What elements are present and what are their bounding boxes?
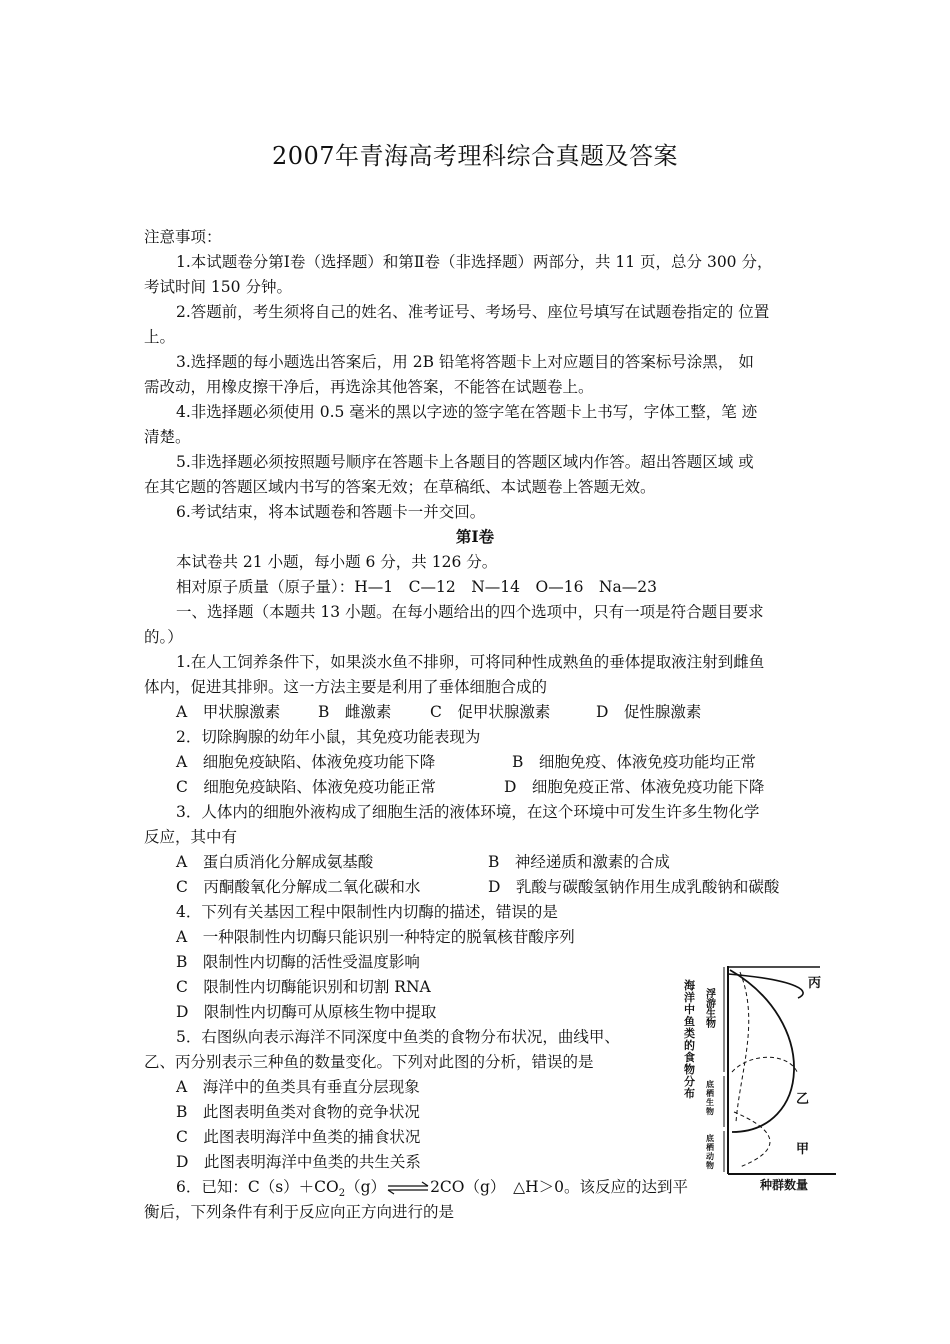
q6-subscript: 2 [338,1188,346,1200]
notice-item-5-line-1: 5.非选择题必须按照题号顺序在答题卡上各题目的答题区域内作答。超出答题区域 或 [176,453,754,471]
notice-item-2-line-1: 2.答题前，考生须将自己的姓名、准考证号、考场号、座位号填写在试题卷指定的 位置 [176,303,770,321]
section-intro-1: 本试卷共 21 小题，每小题 6 分，共 126 分。 [176,553,498,571]
q6-stem-part-c: 2CO（g） △H＞0。该反应的达到平 [430,1178,688,1196]
curve-label-bing: 丙 [808,976,822,991]
page-title: 2007年青海高考理科综合真题及答案 [271,142,679,170]
q4-option-c: C 限制性内切酶能识别和切割 RNA [176,978,431,996]
q3-stem-line-2: 反应，其中有 [144,828,238,846]
q1-option-b: B 雌激素 [318,703,392,721]
notice-item-2-line-2: 上。 [144,328,176,346]
q3-option-c: C 丙酮酸氧化分解成二氧化碳和水 [176,878,421,896]
notice-item-3-line-2: 需改动，用橡皮擦干净后，再选涂其他答案，不能答在试题卷上。 [144,378,594,396]
q1-stem-line-2: 体内，促进其排卵。这一方法主要是利用了垂体细胞合成的 [144,678,548,696]
q5-stem-line-1: 5．右图纵向表示海洋不同深度中鱼类的食物分布状况，曲线甲、 [176,1028,620,1046]
q2-stem: 2．切除胸腺的幼年小鼠，其免疫功能表现为 [176,728,481,746]
q6-stem-line-1 [176,1178,688,1203]
q2-option-d: D 细胞免疫正常、体液免疫功能下降 [504,778,765,796]
q4-option-b: B 限制性内切酶的活性受温度影响 [176,953,420,971]
notice-item-4-line-2: 清楚。 [144,428,191,446]
q2-option-c: C 细胞免疫缺陷、体液免疫功能正常 [176,778,436,796]
notice-item-5-line-2: 在其它题的答题区域内书写的答案无效；在草稿纸、本试题卷上答题无效。 [144,478,656,496]
curve-label-jia: 甲 [796,1142,810,1157]
notice-heading: 注意事项： [144,228,222,246]
q6-stem-line-2: 衡后，下列条件有利于反应向正方向进行的是 [144,1203,455,1221]
curve-dashed-2 [732,1057,798,1074]
q4-option-a: A 一种限制性内切酶只能识别一种特定的脱氧核苷酸序列 [176,928,575,946]
notice-item-6: 6.考试结束，将本试题卷和答题卡一并交回。 [176,503,486,521]
q2-option-b: B 细胞免疫、体液免疫功能均正常 [512,753,756,771]
q2-option-a: A 细胞免疫缺陷、体液免疫功能下降 [176,753,436,771]
part-heading-line-1: 一、选择题（本题共 13 小题。在每小题给出的四个选项中，只有一项是符合题目要求 [176,603,764,621]
q4-option-d: D 限制性内切酶可从原核生物中提取 [176,1003,437,1021]
q3-option-d: D 乳酸与碳酸氢钠作用生成乳酸钠和碳酸 [488,878,780,896]
curve-dashed-1 [736,972,749,1122]
q3-option-a: A 蛋白质消化分解成氨基酸 [176,853,374,871]
q4-stem: 4．下列有关基因工程中限制性内切酶的描述，错误的是 [176,903,558,921]
curve-bing [728,974,803,998]
figure-zone-2: 底栖生物 [706,1080,714,1116]
notice-item-4-line-1: 4.非选择题必须使用 0.5 毫米的黑以字迹的签字笔在答题卡上书写，字体工整，笔 迹 [176,403,758,421]
section-title: 第Ⅰ卷 [455,527,495,546]
notice-item-1-line-1: 1.本试题卷分第Ⅰ卷（选择题）和第Ⅱ卷（非选择题）两部分，共 11 页，总分 300 分， [176,253,773,271]
q5-stem-line-2: 乙、丙分别表示三种鱼的数量变化。下列对此图的分析，错误的是 [144,1053,594,1071]
notice-item-3-line-1: 3.选择题的每小题选出答案后，用 2B 铅笔将答题卡上对应题目的答案标号涂黑， 如 [176,353,754,371]
part-heading-line-2: 的。） [144,628,183,646]
section-intro-2: 相对原子质量（原子量）：H—1 C—12 N—14 O—16 Na—23 [176,578,657,596]
q5-option-c: C 此图表明海洋中鱼类的捕食状况 [176,1128,421,1146]
figure-zone-1: 浮游生物 [706,989,716,1030]
equilibrium-arrow-icon [386,1181,430,1195]
q6-stem-part-b: （g） [345,1178,387,1196]
curve-jia [734,1112,770,1167]
q5-option-a: A 海洋中的鱼类具有垂直分层现象 [176,1078,420,1096]
curve-label-yi: 乙 [796,1092,810,1107]
figure-zone-3: 底栖动物 [706,1134,714,1170]
q1-option-c: C 促甲状腺激素 [430,703,551,721]
curve-yi [730,970,794,1132]
fish-distribution-figure [680,962,840,1192]
q5-option-b: B 此图表明鱼类对食物的竞争状况 [176,1103,420,1121]
q6-stem-part-a: 6．已知：C（s）＋CO [176,1178,339,1196]
q1-option-a: A 甲状腺激素 [176,703,281,721]
q1-stem-line-1: 1.在人工饲养条件下，如果淡水鱼不排卵，可将同种性成熟鱼的垂体提取液注射到雌鱼 [176,653,765,671]
q3-stem-line-1: 3．人体内的细胞外液构成了细胞生活的液体环境，在这个环境中可发生许多生物化学 [176,803,760,821]
q3-option-b: B 神经递质和激素的合成 [488,853,670,871]
figure-x-label: 种群数量 [760,1178,809,1192]
q5-option-d: D 此图表明海洋中鱼类的共生关系 [176,1153,421,1171]
q1-option-d: D 促性腺激素 [596,703,702,721]
notice-item-1-line-2: 考试时间 150 分钟。 [144,278,292,296]
figure-y-label: 海洋中鱼类的食物分布 [684,979,695,1100]
